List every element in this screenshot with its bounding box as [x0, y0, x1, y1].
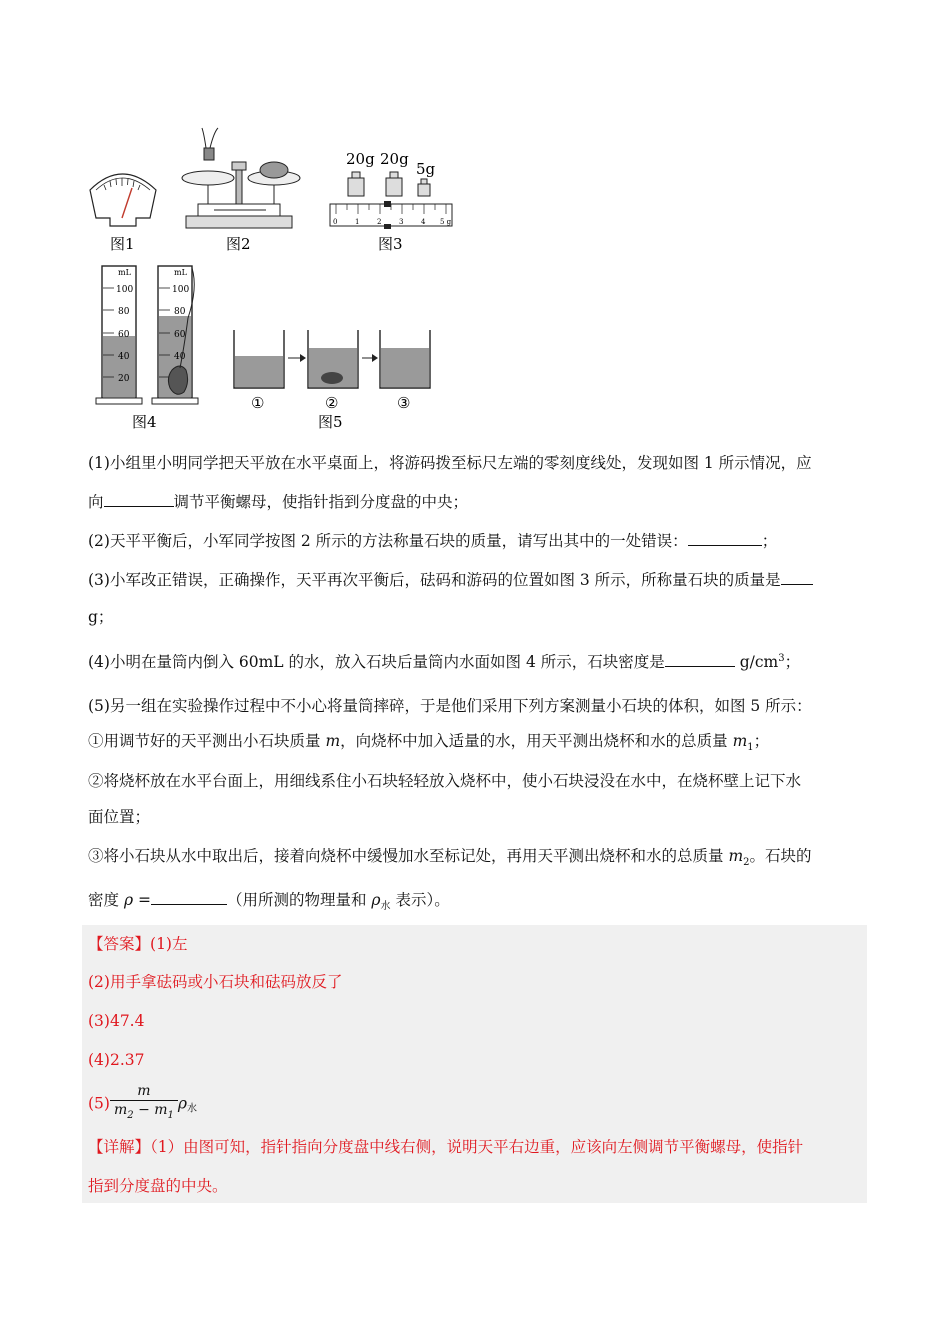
den-sub1: 1	[167, 1109, 174, 1121]
weight-label-3: 5g	[416, 160, 436, 178]
q3-blank[interactable]	[781, 568, 813, 585]
answer-box	[82, 925, 867, 1203]
q5-step1-m1: m	[732, 732, 748, 750]
q1-pre: 向	[88, 493, 104, 511]
den-m2: m	[113, 1102, 128, 1118]
q3-text: (3)小军改正错误，正确操作，天平再次平衡后，砝码和游码的位置如图 3 所示，所称量石块的质量是	[88, 571, 781, 589]
q5-step3-sub: 2	[743, 857, 750, 869]
q2-post: ；	[761, 532, 778, 550]
q5-step1-m: m	[325, 732, 341, 750]
answer-3-text: (3)47.4	[88, 1012, 145, 1030]
fig5-label: 图5	[318, 413, 343, 431]
detail-label: 【详解】	[88, 1138, 151, 1156]
fig2-balance	[182, 128, 300, 253]
q5-step1-sub1: 1	[747, 742, 754, 754]
cyl1-mark-20: 20	[118, 374, 130, 384]
cyl2-mark-100: 100	[172, 285, 190, 295]
q5-density-post: （用所测的物理量和	[226, 891, 372, 909]
fig4-cylinders	[96, 266, 198, 431]
figures-panel	[88, 118, 468, 438]
fraction-numerator: m	[110, 1082, 178, 1101]
question-1-line-1	[88, 452, 868, 474]
question-3-line-2	[88, 606, 868, 628]
question-5-step-1	[88, 730, 868, 759]
fraction-denominator	[110, 1101, 178, 1125]
answer-4-text: (4)2.37	[88, 1051, 145, 1069]
den-minus: −	[133, 1102, 155, 1118]
ruler-tick-3: 3	[399, 218, 404, 226]
question-1-line-2	[88, 490, 868, 513]
detail-text-2: 指到分度盘的中央。	[88, 1177, 228, 1195]
experiment-figures	[88, 118, 468, 438]
cyl1-mark-40: 40	[118, 352, 130, 362]
q5-step1-mid: ，向烧杯中加入适量的水，用天平测出烧杯和水的总质量	[340, 732, 733, 750]
ruler-tick-4: 4	[421, 218, 426, 226]
q5-step2-text: ②将烧杯放在水平台面上，用细线系住小石块轻轻放入烧杯中，使小石块浸没在水中，在烧杯壁上记下水	[88, 772, 802, 790]
question-5-intro	[88, 695, 868, 717]
fig1-label: 图1	[110, 235, 135, 253]
cyl1-mark-60: 60	[118, 330, 130, 340]
answer-5	[88, 1082, 197, 1125]
question-4	[88, 648, 868, 673]
beaker-step-2: ②	[325, 394, 339, 412]
q5-rho: ρ	[123, 891, 134, 909]
q5-step3-m: m	[728, 847, 744, 865]
den-m1: m	[154, 1102, 168, 1118]
q5-water-sub: 水	[380, 901, 391, 913]
weight-label-1: 20g	[346, 150, 375, 168]
beaker-step-3: ③	[397, 394, 411, 412]
q5-rho-water: ρ	[371, 891, 381, 909]
fig3-weights-ruler	[330, 150, 452, 253]
q5-intro-text: (5)另一组在实验操作过程中不小心将量筒摔碎，于是他们采用下列方案测量小石块的体积，如图 5 所示：	[88, 697, 812, 715]
q1-blank[interactable]	[104, 490, 174, 507]
answer-2	[88, 971, 342, 993]
question-5-step-2-line-2	[88, 806, 868, 828]
q5-step3-post: 。石块的	[749, 847, 812, 865]
q4-text: (4)小明在量筒内倒入 60mL 的水，放入石块后量筒内水面如图 4 所示，石块密度是	[88, 653, 665, 672]
beaker-step-1: ①	[251, 394, 265, 412]
fig1-dial	[90, 174, 156, 253]
q4-post: ；	[784, 653, 801, 672]
answer-5-fraction	[110, 1082, 178, 1125]
answer-3	[88, 1010, 144, 1032]
den-sub2: 2	[127, 1109, 134, 1121]
ruler-tick-2: 2	[377, 218, 382, 226]
answer-1	[88, 933, 187, 955]
question-3-line-1	[88, 568, 868, 591]
q5-step2-text-2: 面位置；	[88, 808, 151, 826]
q4-unit: g/cm	[739, 653, 779, 672]
q5-step1-pre: ①用调节好的天平测出小石块质量	[88, 732, 326, 750]
q5-density-end: 表示）。	[390, 891, 450, 909]
answer-5-prefix: (5)	[88, 1094, 110, 1113]
answer-5-rho-sub: 水	[187, 1103, 198, 1115]
q5-eq: =	[133, 891, 151, 909]
answer-2-text: (2)用手拿砝码或小石块和砝码放反了	[88, 973, 343, 991]
cyl2-unit: mL	[174, 268, 187, 277]
fig3-label: 图3	[378, 235, 403, 253]
answer-4	[88, 1049, 144, 1071]
answer-1-text: (1)左	[150, 935, 188, 953]
q2-text: (2)天平平衡后，小军同学按图 2 所示的方法称量石块的质量，请写出其中的一处错误：	[88, 532, 688, 550]
q5-step1-post: ；	[753, 732, 770, 750]
q2-blank[interactable]	[688, 529, 762, 546]
q1-post: 调节平衡螺母，使指针指到分度盘的中央；	[173, 493, 469, 511]
q4-blank[interactable]	[665, 650, 735, 667]
answer-label: 【答案】	[88, 935, 151, 953]
question-5-step-3	[88, 845, 868, 874]
q1-text: (1)小组里小明同学把天平放在水平桌面上，将游码拨至标尺左端的零刻度线处，发现如图 1 所示情况，应	[88, 454, 812, 472]
cyl2-mark-80: 80	[174, 307, 186, 317]
q3-unit: g；	[88, 608, 114, 626]
q5-density-pre: 密度	[88, 891, 124, 909]
question-2	[88, 529, 868, 552]
ruler-tick-5: 5 g	[440, 218, 452, 226]
cyl1-unit: mL	[118, 268, 131, 277]
detail-text-1: （1）由图可知，指针指向分度盘中线右侧，说明天平右边重，应该向左侧调节平衡螺母，使指针	[150, 1138, 804, 1156]
cyl2-mark-60: 60	[174, 330, 186, 340]
answer-5-rho: ρ	[177, 1094, 188, 1113]
question-5-step-2-line-1	[88, 770, 868, 792]
q5-blank[interactable]	[151, 888, 227, 905]
fig5-beakers	[234, 330, 430, 431]
ruler-tick-0: 0	[333, 218, 338, 226]
cyl1-mark-100: 100	[116, 285, 134, 295]
cyl2-mark-40: 40	[174, 352, 186, 362]
detail-line-1	[88, 1136, 803, 1158]
question-5-density	[88, 888, 868, 918]
ruler-tick-1: 1	[355, 218, 360, 226]
fig4-label: 图4	[132, 413, 157, 431]
detail-line-2	[88, 1175, 228, 1197]
q5-step3-pre: ③将小石块从水中取出后，接着向烧杯中缓慢加水至标记处，再用天平测出烧杯和水的总质量	[88, 847, 729, 865]
weight-label-2: 20g	[380, 150, 409, 168]
q4-unit-sup: 3	[778, 653, 785, 664]
cyl1-mark-80: 80	[118, 307, 130, 317]
fig2-label: 图2	[226, 235, 251, 253]
